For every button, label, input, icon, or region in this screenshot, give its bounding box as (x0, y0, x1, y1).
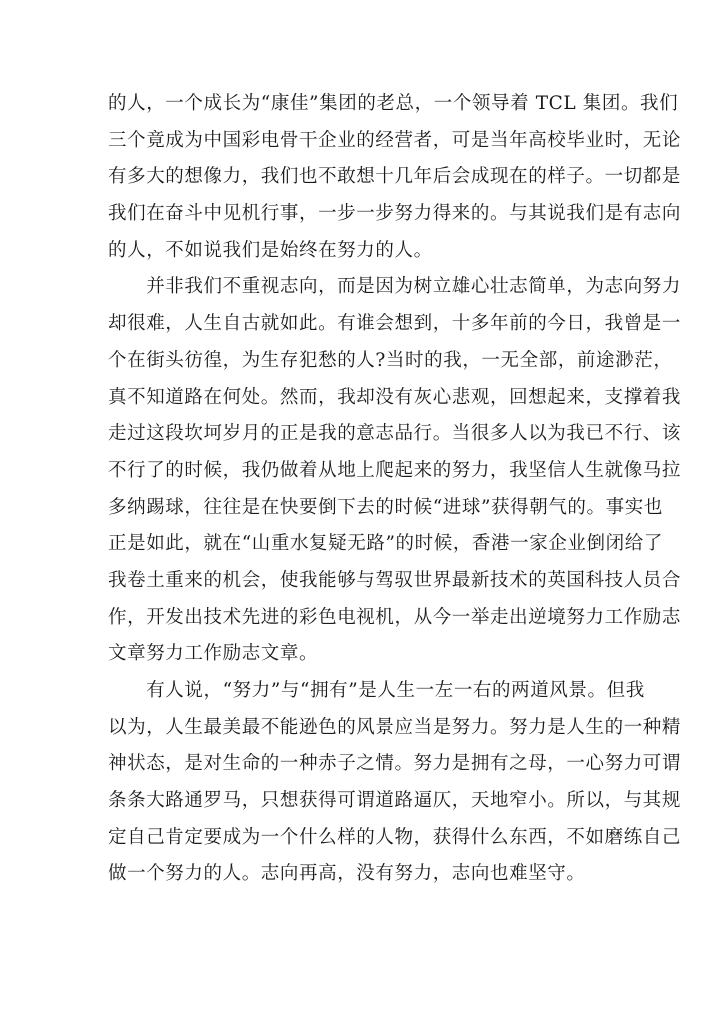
text-line: 的人，一个成长为“康佳”集团的老总，一个领导着 TCL 集团。我们 (108, 93, 679, 114)
text-line: 却很难，人生自古就如此。有谁会想到，十多年前的今日，我曾是一 (108, 313, 682, 335)
text-line: 走过这段坎坷岁月的正是我的意志品行。当很多人以为我已不行、该 (108, 423, 682, 445)
text-line: 文章努力工作励志文章。 (108, 643, 319, 665)
text-line: 正是如此，就在“山重水复疑无路”的时候，香港一家企业倒闭给了 (108, 533, 663, 555)
text-line: 不行了的时候，我仍做着从地上爬起来的努力，我坚信人生就像马拉 (108, 459, 682, 481)
text-line: 定自己肯定要成为一个什么样的人物，获得什么东西，不如磨练自己 (108, 826, 682, 848)
text-line: 的人，不如说我们是始终在努力的人。 (108, 239, 433, 261)
text-line: 作，开发出技术先进的彩色电视机，从今一举走出逆境努力工作励志 (108, 606, 682, 628)
text-line: 条条大路通罗马，只想获得可谓道路逼仄，天地窄小。所以，与其规 (108, 790, 682, 812)
text-line: 真不知道路在何处。然而，我却没有灰心悲观，回想起来，支撑着我 (108, 386, 682, 408)
text-line: 三个竟成为中国彩电骨干企业的经营者，可是当年高校毕业时，无论 (108, 129, 682, 151)
text-line: 多纳踢球，往往是在快要倒下去的时候“进球”获得朝气的。事实也 (108, 496, 663, 518)
text-line: 有人说，“努力”与“拥有”是人生一左一右的两道风景。但我 (108, 680, 645, 701)
text-line: 有多大的想像力，我们也不敢想十几年后会成现在的样子。一切都是 (108, 166, 682, 188)
text-line: 并非我们不重视志向，而是因为树立雄心壮志简单，为志向努力 (108, 276, 682, 298)
text-line: 神状态，是对生命的一种赤子之情。努力是拥有之母，一心努力可谓 (108, 753, 682, 775)
text-line: 个在街头彷徨，为生存犯愁的人?当时的我，一无全部，前途渺茫， (108, 349, 673, 371)
text-line: 以为，人生最美最不能逊色的风景应当是努力。努力是人生的一种精 (108, 716, 682, 738)
text-line: 我卷土重来的机会，使我能够与驾驭世界最新技术的英国科技人员合 (108, 569, 682, 591)
text-line: 我们在奋斗中见机行事，一步一步努力得来的。与其说我们是有志向 (108, 203, 682, 225)
text-line: 做一个努力的人。志向再高，没有努力，志向也难坚守。 (108, 863, 586, 885)
body-text (108, 86, 682, 893)
